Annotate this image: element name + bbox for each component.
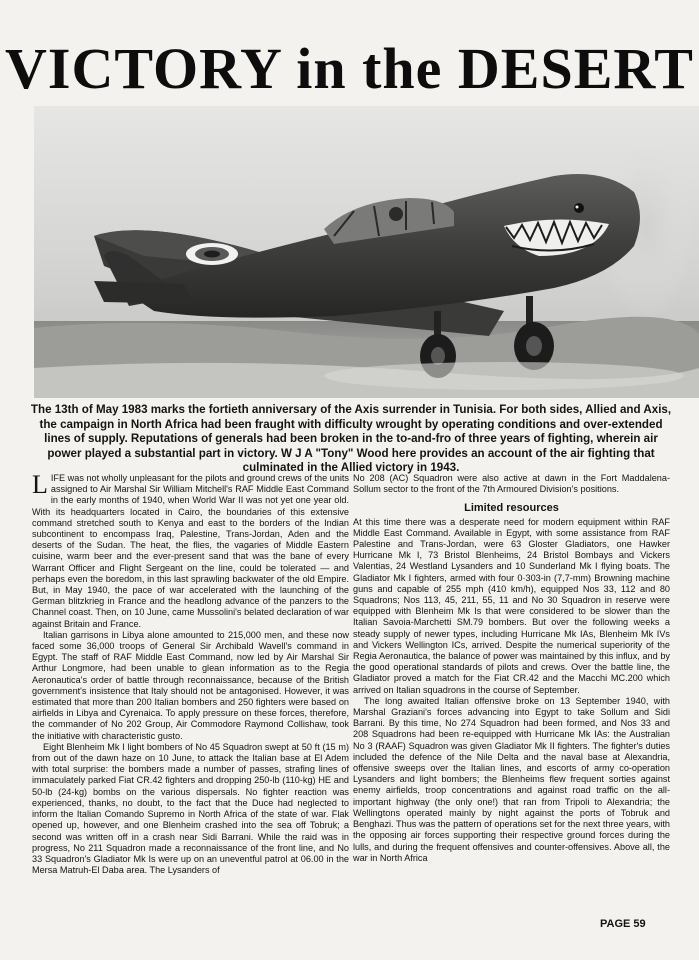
article-paragraph: Eight Blenheim Mk I light bombers of No 45 Squadron swept at 50 ft (15 m) from out of the dawn haze on 10 June, to attack the Italian base at El Adem with total surprise: the bombers made a number of passes, strafing lines of immaculately parked Fiat CR.42 fighters and dropping 250-lb (110-kg) HE and 50-lb (24-kg) bombs on the various dispersals. No fighter reaction was experienced, thanks, no doubt, to the fact that the Duce had neglected to inform the Italian Comando Supremo in North Africa of the state of war. Flak opened up, however, and one Blenheim crashed into the sea off Tobruk; a second was written off in a crash near Sidi Barrani. While the raid was in progress, No 211 Squadron made a reconnaissance of the front line, and No 33 Squadron's Gladiator Mk Is were up on an uneventful patrol at 06.00 in the Mersa Matruh-El Daba area. The Lysanders of [32,741,349,876]
article-paragraph: The long awaited Italian offensive broke on 13 September 1940, with Marshal Graziani's forces advancing into Egypt to take Sollum and Sidi Barrani. By this time, No 274 Squadron had been formed, and Nos 33 and 208 Squadrons had been re-equipped with Hurricane Mk IAs: the Australian No 3 (RAAF) Squadron was given Gladiator Mk II fighters. The fighter's duties included the defence of the Nile Delta and the naval base at Alexandria, offensive sweeps over the Italian lines, and escorts of army co-operation Lysanders and light bombers; the Blenheims flew frequent sorties against enemy airfields, troop concentrations and against road traffic on the all-important highway (the only one!) that ran from Tripoli to Alexandria; the Wellingtons operated mainly by night against the ports of Tobruk and Benghazi. Thus was the pattern of operations set for the next three years, with the opposing air forces supporting their respective ground forces during the lulls, and during the frequent offensives and counter-offensives. Above all, the war in North Africa [353,695,670,863]
aircraft-photo [34,106,699,398]
article-paragraph [32,470,349,630]
article-column-left [32,470,349,876]
article-paragraph: No 208 (AC) Squadron were also active at dawn in the Fort Maddalena-Sollum sector to the front of the 7th Armoured Division's positions. [353,473,670,495]
fighter-aircraft-image [34,106,699,398]
article-paragraph: Italian garrisons in Libya alone amounted to 215,000 men, and these now faced some 36,000 troops of General Sir Archibald Wavell's command in Egypt. The staff of RAF Middle East Command, now led by Air Marshal Sir Arthur Longmore, had been unable to glean information as to the Regia Aeronautica's order of battle through reconnaissance, because of the British government's insistence that Italy should not be antagonised. However, it was estimated that more than 200 Italian bombers and 250 fighters were based on airfields in Libya and Cyrenaica. To apply pressure on these forces, therefore, the commander of No 202 Group, Air Commodore Raymond Collishaw, took the initiative with characteristic gusto. [32,629,349,741]
drop-cap: L [32,470,48,499]
page-title: VICTORY in the DESERT [5,36,694,101]
section-subheading: Limited resources [464,502,559,515]
paragraph-text: IFE was not wholly unpleasant for the pilots and ground crews of the units assigned to Air Marshal Sir William Mitchell's RAF Middle East Command in the early months of 1940, when World War II was not yet one year old. With its headquarters located in Cairo, the boundaries of this extensive command stretched south to Kenya and east to the borders of the Indian subcontinent to encompass Iraq, Palestine, Trans-Jordan, Aden and the deserts of the Sudan. The heat, the flies, the vagaries of Middle Eastern cuisine, warm beer and the ever-present sand that was the bane of every Warrant Officer and Flight Sergeant on the line, could be tolerated — and perhaps even the boredom, in this last sprawling backwater of the old Empire. But, in May 1940, the pace of war accelerated with the launching of the German blitzkrieg in France and the headlong advance of the panzers to the Channel coast. Then, on 10 June, came Mussolini's belated declaration of war against Britain and France. [32,473,349,629]
article-paragraph: At this time there was a desperate need for modern equipment within RAF Middle East Command. Available in Egypt, with some assistance from RAF Palestine and Trans-Jordan, were 63 Gloster Gladiators, one Hawker Hurricane Mk I, 73 Bristol Blenheims, 24 Bristol Bombays and Vickers Valentias, 24 Westland Lysanders and 10 Sunderland Mk I flying boats. The Gladiator Mk I fighters, armed with four 0·303-in (7,7-mm) Browning machine guns and capable of 255 mph (410 km/h), equipped Nos 33, 112 and 80 Squadrons; Nos 113, 45, 211, 55, 11 and No 30 Squadron in reserve were equipped with Blenheim Mk Is that were considered to be slower than the Italian Savoia-Marchetti SM.79 bombers. But over the following weeks a steady supply of newer types, including Hurricane Mk IAs, Blenheim Mk IVs and Vickers Wellington ICs, arrived. Despite the numerical superiority of the Regia Aeronautica, the balance of power was maintained by this influx, and by the good operational standards of pilots and crews. Over the battle line, the Gladiator proved a match for the Fiat CR.42 and the Macchi MC.200 which arrived on Italian squadrons in the course of September. [353,516,670,695]
intro-standfirst: The 13th of May 1983 marks the fortieth anniversary of the Axis surrender in Tunisia. For both sides, Allied and Axis, the campaign in North Africa had been fraught with difficulty wrought by operating conditions and over-extended lines of supply. Reputations of generals had been broken in the to-and-fro of three years of fighting, wherein air power played a substantial part in victory. W J A "Tony" Wood here provides an account of the air fighting that culminated in the Allied victory in 1943. [30,403,672,475]
page-number: PAGE 59 [600,918,646,930]
article-column-right [353,473,670,864]
